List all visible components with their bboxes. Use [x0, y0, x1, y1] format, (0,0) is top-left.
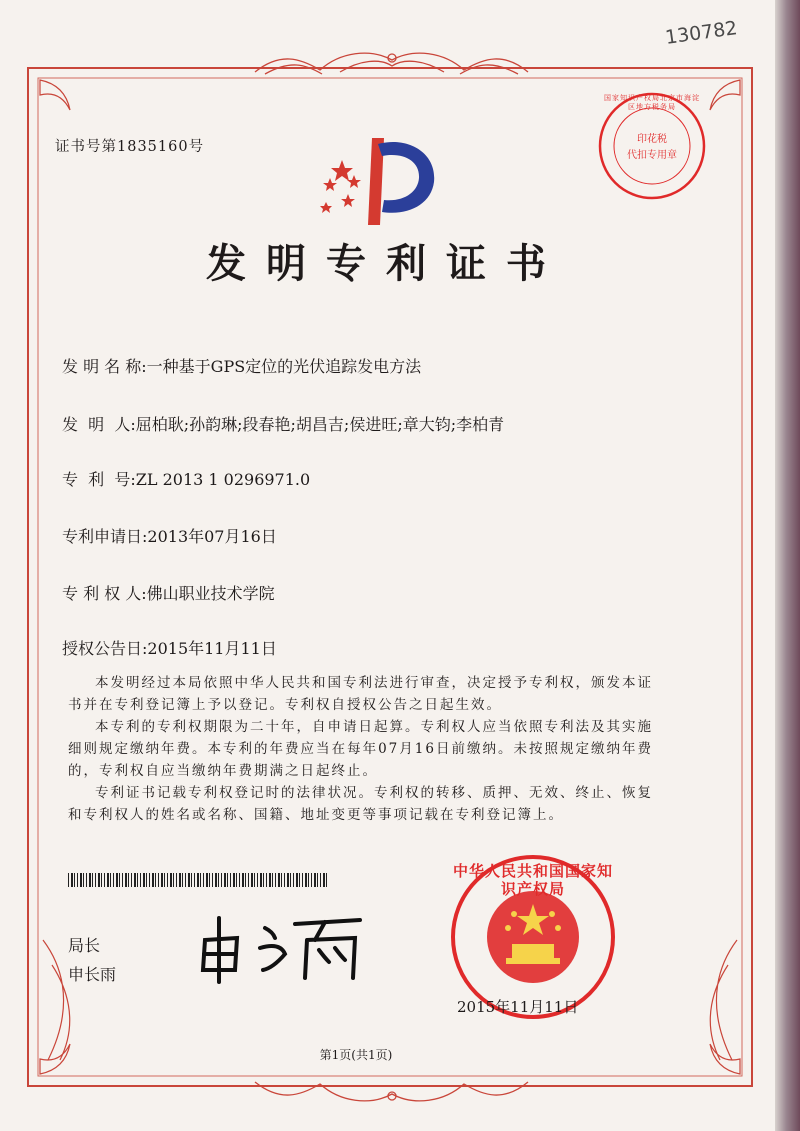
body-paragraph: 专利证书记载专利权登记时的法律状况。专利权的转移、质押、无效、终止、恢复和专利权人的姓名或名称、国籍、地址变更等事项记载在专利登记簿上。	[68, 785, 653, 823]
field-patent-number	[62, 467, 310, 490]
field-value: 屈柏耿;孙韵琳;段春艳;胡昌吉;侯进旺;章大钧;李柏青	[135, 415, 505, 434]
field-label: 专利申请日:	[62, 527, 148, 546]
field-inventors	[62, 412, 504, 435]
handwritten-note: 130782	[663, 17, 739, 49]
certificate-title: 发明专利证书	[206, 241, 566, 287]
cnipa-logo	[312, 130, 442, 230]
certificate-number: 证书号第1835160号	[55, 139, 205, 155]
page-number: 第1页(共1页)	[319, 1048, 393, 1062]
field-grant-date	[62, 636, 277, 659]
field-label: 发 明 名 称:	[62, 357, 147, 376]
certificate-body	[68, 672, 653, 826]
field-value: 佛山职业技术学院	[146, 584, 275, 603]
issue-date: 2015年11月11日	[457, 998, 579, 1016]
field-value: 2013年07月16日	[147, 527, 277, 546]
handwritten-signature	[195, 910, 370, 985]
tax-stamp	[596, 90, 708, 202]
official-name: 申长雨	[68, 965, 117, 984]
tax-stamp-center-line2: 代扣专用章	[627, 150, 677, 161]
page-edge-shadow	[775, 0, 800, 1131]
body-paragraph: 本专利的专利权期限为二十年，自申请日起算。专利权人应当依照专利法及其实施细则规定缴纳年费。本专利的年费应当在每年07月16日前缴纳。未按照规定缴纳年费的，专利权自应当缴纳年费期满之日起终止。	[68, 719, 653, 779]
tax-stamp-center-line1: 印花税	[637, 134, 667, 145]
official-title: 局长	[68, 936, 101, 955]
field-value: ZL 2013 1 0296971.0	[135, 470, 311, 489]
field-label: 发 明 人:	[62, 415, 136, 434]
field-application-date	[62, 524, 277, 547]
tax-stamp-ring-text: 国家知识产权局北京市海淀区地方税务局	[604, 94, 700, 111]
field-invention-name	[62, 354, 421, 377]
official-seal-text: 中华人民共和国国家知识产权局	[452, 862, 613, 898]
field-patentee	[62, 581, 275, 604]
field-value: 一种基于GPS定位的光伏追踪发电方法	[146, 357, 422, 376]
field-label: 专 利 权 人:	[62, 584, 147, 603]
field-label: 授权公告日:	[62, 639, 148, 658]
field-label: 专 利 号:	[62, 470, 136, 489]
body-paragraph: 本发明经过本局依照中华人民共和国专利法进行审查，决定授予专利权，颁发本证书并在专利登记簿上予以登记。专利权自授权公告之日起生效。	[68, 675, 653, 713]
field-value: 2015年11月11日	[147, 639, 277, 658]
barcode	[68, 873, 328, 887]
